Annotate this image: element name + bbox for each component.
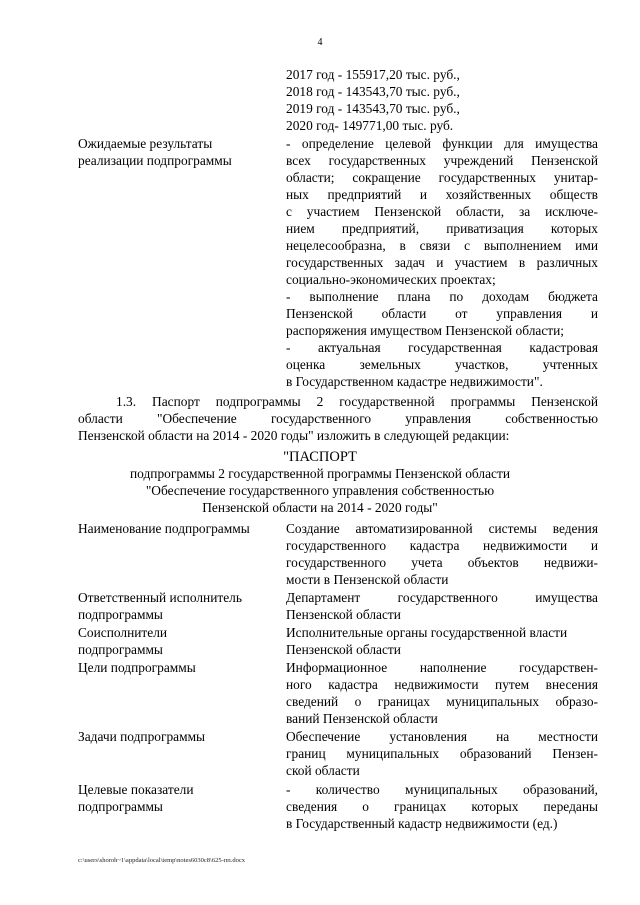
expected-line: нецелесообразна, в связи с выполнением ими xyxy=(286,238,598,253)
table-row-value: сведений о границах муниципальных образо- xyxy=(286,694,598,709)
expected-label: реализации подпрограммы xyxy=(78,153,232,168)
table-row-label: подпрограммы xyxy=(78,799,163,814)
table-row-label: Наименование подпрограммы xyxy=(78,521,250,536)
table-row-value: ской области xyxy=(286,763,360,778)
expected-line: всех государственных учреждений Пензенской xyxy=(286,153,598,168)
paragraph-line: области "Обеспечение государственного управления собственностью xyxy=(78,411,598,426)
funding-line: 2018 год - 143543,70 тыс. руб., xyxy=(286,84,460,99)
expected-line: государственных задач и участием в различных xyxy=(286,255,598,270)
expected-line: распоряжения имуществом Пензенской области; xyxy=(286,323,565,338)
expected-line: ных предприятий и хозяйственных обществ xyxy=(286,187,598,202)
table-row-label: Задачи подпрограммы xyxy=(78,729,206,744)
paragraph-line: 1.3. Паспорт подпрограммы 2 государственной программы Пензенской xyxy=(116,394,598,409)
expected-line: нием предприятий, приватизация которых xyxy=(286,221,598,236)
expected-line: - выполнение плана по доходам бюджета xyxy=(286,289,598,304)
table-row-value: Обеспечение установления на местности xyxy=(286,729,598,744)
table-row-value: границ муниципальных образований Пензен- xyxy=(286,746,598,761)
table-row-value: в Государственный кадастр недвижимости (ед.) xyxy=(286,816,558,831)
expected-line: - определение целевой функции для имущества xyxy=(286,136,598,151)
expected-line: - актуальная государственная кадастровая xyxy=(286,340,598,355)
passport-heading: Пензенской области на 2014 - 2020 годы" xyxy=(202,500,438,515)
expected-line: социально-экономических проектах; xyxy=(286,272,496,287)
table-row-value: Создание автоматизированной системы ведения xyxy=(286,521,598,536)
page-number: 4 xyxy=(317,37,323,48)
table-row-label: Ответственный исполнитель xyxy=(78,590,242,605)
expected-line: оценка земельных участков, учтенных xyxy=(286,357,598,372)
table-row-value: Исполнительные органы государственной власти xyxy=(286,625,568,640)
table-row-value: государственного кадастра недвижимости и xyxy=(286,538,598,553)
table-row-label: подпрограммы xyxy=(78,642,163,657)
table-row-value: сведения о границах которых переданы xyxy=(286,799,598,814)
table-row-value: - количество муниципальных образований, xyxy=(286,782,598,797)
expected-label: Ожидаемые результаты xyxy=(78,136,213,151)
table-row-value: ваний Пензенской области xyxy=(286,711,438,726)
expected-line: Пензенской области от управления и xyxy=(286,306,598,321)
table-row-label: Цели подпрограммы xyxy=(78,660,196,675)
expected-line: области; сокращение государственных унитар- xyxy=(286,170,598,185)
expected-line: с участием Пензенской области, за исключе- xyxy=(286,204,598,219)
passport-heading: "Обеспечение государственного управления собственностью xyxy=(145,483,495,498)
table-row-label: Целевые показатели xyxy=(78,782,194,797)
funding-line: 2017 год - 155917,20 тыс. руб., xyxy=(286,67,460,82)
passport-heading: подпрограммы 2 государственной программы Пензенской области xyxy=(130,466,510,481)
table-row-value: Информационное наполнение государствен- xyxy=(286,660,598,675)
passport-heading: "ПАСПОРТ xyxy=(283,449,357,465)
table-row-label: Соисполнители xyxy=(78,625,168,640)
table-row-value: Пензенской области xyxy=(286,642,401,657)
table-row-value: Департамент государственного имущества xyxy=(286,590,598,605)
expected-line: в Государственном кадастре недвижимости". xyxy=(286,374,543,389)
table-row-value: ного кадастра недвижимости путем внесения xyxy=(286,677,598,692)
footer-file-path: c:\users\shoroh~1\appdata\local\temp\notes6030c8\625-пп.docx xyxy=(78,857,245,864)
funding-line: 2019 год - 143543,70 тыс. руб., xyxy=(286,101,460,116)
table-row-label: подпрограммы xyxy=(78,607,163,622)
funding-line: 2020 год- 149771,00 тыс. руб. xyxy=(286,118,454,133)
table-row-value: государственного учета объектов недвижи- xyxy=(286,555,598,570)
paragraph-line: Пензенской области на 2014 - 2020 годы" изложить в следующей редакции: xyxy=(78,428,510,443)
table-row-value: Пензенской области xyxy=(286,607,401,622)
table-row-value: мости в Пензенской области xyxy=(286,572,449,587)
